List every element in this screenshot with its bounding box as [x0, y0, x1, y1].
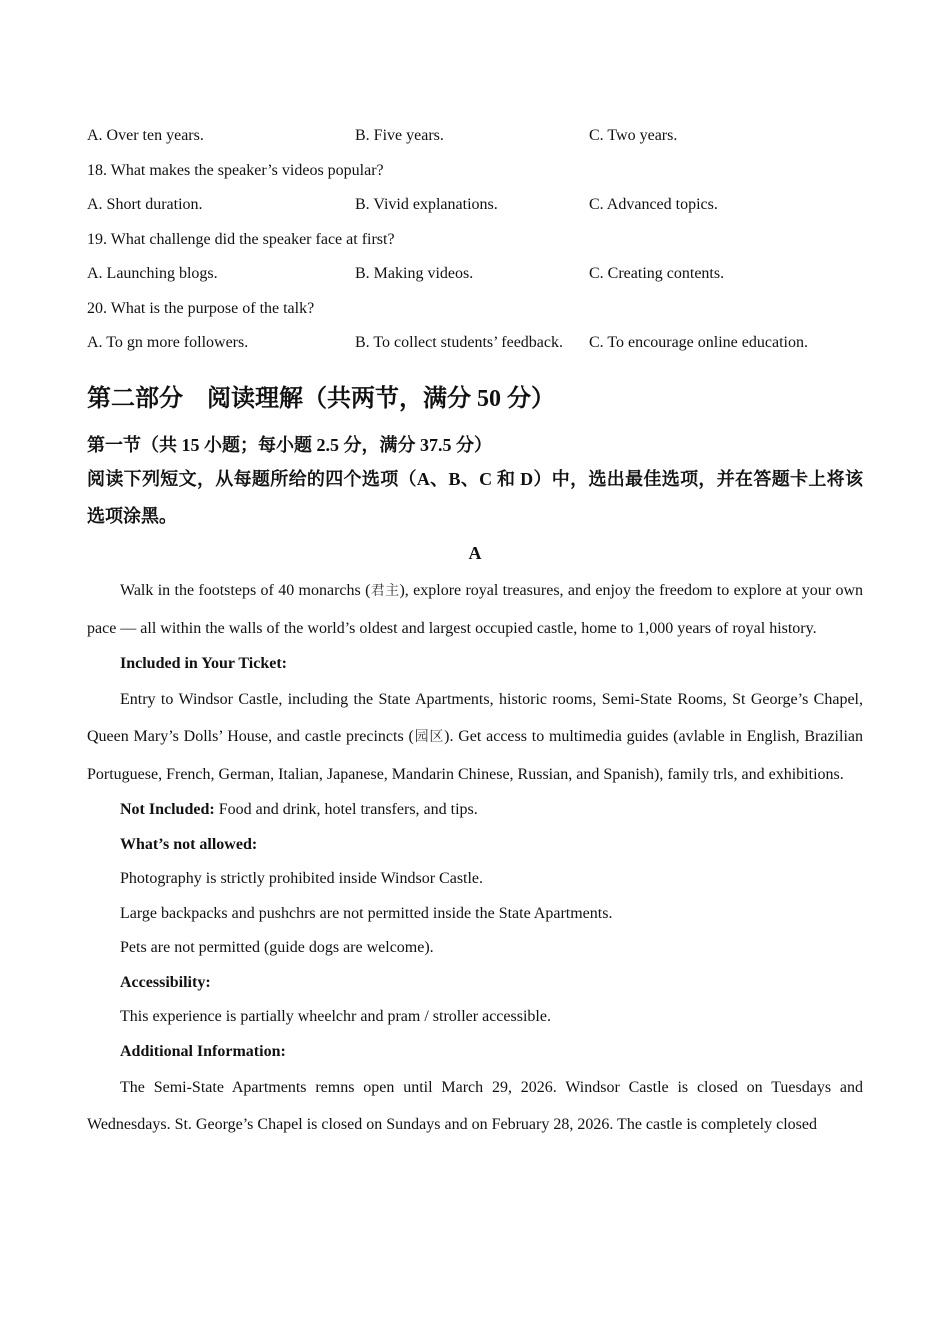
options-row-17: [87, 119, 863, 154]
passage-intro: [87, 572, 863, 647]
included-text-1: Entry to Windsor Castle, including the State Apartments, historic rooms, Semi-State Rooms, St George’s Chapel, Queen Mary’s Dolls’ House, and castle precincts (: [87, 691, 863, 745]
option-a: A. Short duration.: [87, 196, 203, 214]
accessibility-heading: [87, 966, 863, 1001]
options-row-19: [87, 257, 863, 292]
included-heading: [87, 647, 863, 682]
not-allowed-heading-text: What’s not allowed:: [120, 835, 258, 853]
options-row-20: [87, 326, 863, 361]
option-c: C. To encourage online education.: [589, 334, 808, 352]
option-b: B. Making videos.: [355, 265, 474, 283]
option-a: A. Over ten years.: [87, 127, 204, 145]
option-c: C. Two years.: [589, 127, 678, 145]
options-row-18: [87, 188, 863, 223]
additional-heading-text: Additional Information:: [120, 1042, 286, 1060]
not-allowed-item: Photography is strictly prohibited inside Windsor Castle.: [120, 870, 484, 887]
not-allowed-item: Large backpacks and pushchrs are not permitted inside the State Apartments.: [120, 904, 613, 922]
not-allowed-item: Pets are not permitted (guide dogs are welcome).: [120, 939, 434, 956]
exam-page: [87, 119, 863, 1143]
included-text-2: ). Get access to multimedia guides (avlable in English, Brazilian Portuguese, French, German, Italian, Japanese, Mandarin Chinese, Russian, and Spanish), family trls, and exhibitions.: [87, 728, 863, 783]
option-b: B. To collect students’ feedback.: [355, 334, 563, 352]
option-b: B. Five years.: [355, 127, 444, 145]
accessibility-text: This experience is partially wheelchr and pram / stroller accessible.: [120, 1008, 551, 1025]
intro-text-2: ), explore royal treasures, and enjoy the freedom to explore at your own pace — all within the walls of the world’s oldest and largest occupied castle, home to 1,000 years of royal history.: [87, 581, 864, 637]
included-heading-text: Included in Your Ticket:: [120, 654, 288, 672]
option-c: C. Advanced topics.: [589, 196, 718, 214]
not-included-label: Not Included:: [120, 801, 215, 818]
option-a: A. To gn more followers.: [87, 334, 249, 352]
not-allowed-heading: [87, 828, 863, 863]
not-included-text: Food and drink, hotel transfers, and tips.: [214, 801, 478, 818]
question-18: 18. What makes the speaker’s videos popular?: [87, 161, 384, 179]
part-title: 第二部分 阅读理解（共两节，满分 50 分）: [87, 386, 555, 412]
question-19: 19. What challenge did the speaker face at first?: [87, 230, 395, 248]
accessibility-heading-text: Accessibility:: [120, 973, 211, 991]
instruction: 阅读下列短文，从每题所给的四个选项（A、B、C 和 D）中，选出最佳选项，并在答题卡上将该选项涂黑。: [87, 468, 863, 526]
intro-text-1: Walk in the footsteps of 40 monarchs (: [120, 581, 371, 599]
question-20: 20. What is the purpose of the talk?: [87, 299, 315, 317]
additional-paragraph: The Semi-State Apartments remns open until March 29, 2026. Windsor Castle is closed on Tuesdays and Wednesdays. St. George’s Chapel is closed on Sundays and on February 28, 2026. The castle is completely closed: [87, 1079, 863, 1133]
option-c: C. Creating contents.: [589, 265, 725, 283]
option-b: B. Vivid explanations.: [355, 196, 498, 214]
not-included-line: [87, 793, 863, 828]
intro-gloss: 君主: [370, 582, 400, 599]
passage-letter: A: [468, 542, 482, 563]
additional-heading: [87, 1035, 863, 1070]
included-paragraph: [87, 681, 863, 793]
section-title: 第一节（共 15 小题；每小题 2.5 分，满分 37.5 分）: [87, 434, 492, 455]
option-a: A. Launching blogs.: [87, 265, 218, 283]
included-gloss: 园区: [413, 729, 445, 745]
